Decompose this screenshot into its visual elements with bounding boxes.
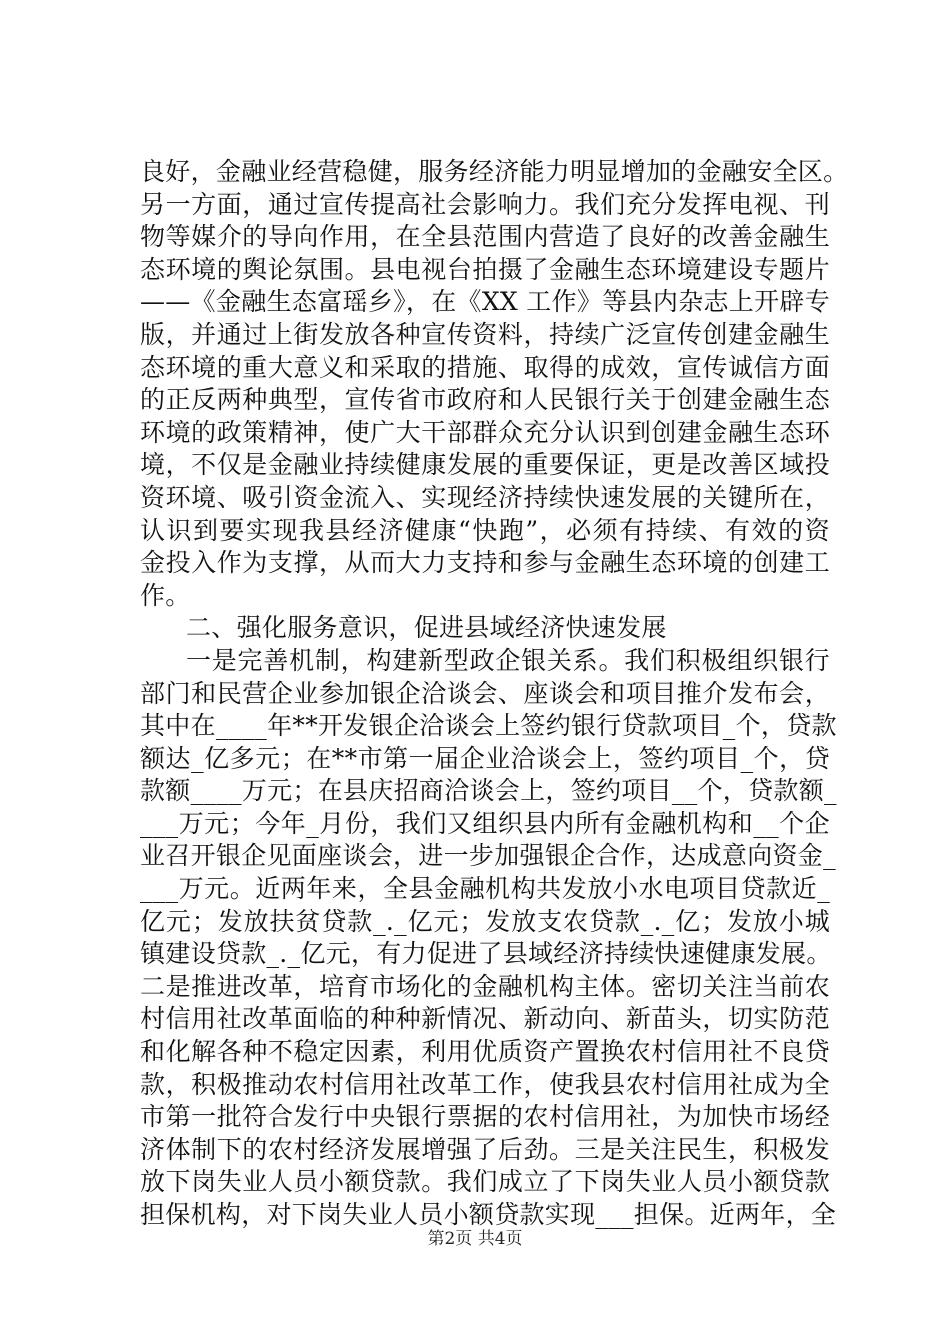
document-body xyxy=(140,156,849,1232)
text-line: 济体制下的农村经济发展增强了后劲。三是关注民生，积极发 xyxy=(140,1134,830,1164)
text-line: 金投入作为支撑，从而大力支持和参与金融生态环境的创建工 xyxy=(140,548,830,578)
text-line: 物等媒介的导向作用，在全县范围内营造了良好的改善金融生 xyxy=(140,222,830,252)
text-line: 良好，金融业经营稳健，服务经济能力明显增加的金融安全区。 xyxy=(140,157,849,186)
section-heading: 二、强化服务意识，促进县域经济快速发展 xyxy=(186,613,667,643)
text-line: 其中在____年**开发银企洽谈会上签约银行贷款项目_个，贷款 xyxy=(140,711,837,741)
text-line: 作。 xyxy=(140,580,191,610)
text-line: 镇建设贷款_._亿元，有力促进了县域经济持续快速健康发展。 xyxy=(140,939,832,969)
text-line: 额达_亿多元；在**市第一届企业洽谈会上，签约项目_个，贷 xyxy=(140,743,830,773)
text-line: 担保机构，对下岗失业人员小额贷款实现___担保。近两年，全 xyxy=(140,1200,837,1229)
text-line: 市第一批符合发行中央银行票据的农村信用社，为加快市场经 xyxy=(140,1102,830,1132)
text-line: 版，并通过上街发放各种宣传资料，持续广泛宣传创建金融生 xyxy=(140,319,830,349)
text-line: 村信用社改革面临的种种新情况、新动向、新苗头，切实防范 xyxy=(140,1004,830,1034)
text-line: 业召开银企见面座谈会，进一步加强银企合作，达成意向资金_ xyxy=(140,841,836,871)
text-line: 资环境、吸引资金流入、实现经济持续快速发展的关键所在， xyxy=(140,482,830,512)
text-line: 认识到要实现我县经济健康“快跑”，必须有持续、有效的资 xyxy=(140,515,830,545)
text-line: 放下岗失业人员小额贷款。我们成立了下岗失业人员小额贷款 xyxy=(140,1167,830,1197)
text-line: 亿元；发放扶贫贷款_._亿元；发放支农贷款_._亿；发放小城 xyxy=(140,906,830,936)
text-line: ___万元；今年_月份，我们又组织县内所有金融机构和__个企 xyxy=(140,808,830,838)
text-line: ——《金融生态富瑶乡》，在《XX 工作》等县内杂志上开辟专 xyxy=(140,287,830,317)
text-line: ___万元。近两年来，全县金融机构共发放小水电项目贷款近_ xyxy=(140,874,830,904)
text-line: 部门和民营企业参加银企洽谈会、座谈会和项目推介发布会， xyxy=(140,678,830,708)
page-footer xyxy=(0,1228,950,1250)
text-line: 的正反两种典型，宣传省市政府和人民银行关于创建金融生态 xyxy=(140,385,830,415)
text-line: 另一方面，通过宣传提高社会影响力。我们充分发挥电视、刊 xyxy=(140,189,830,219)
text-line: 态环境的重大意义和采取的措施、取得的成效，宣传诚信方面 xyxy=(140,352,830,382)
text-line: 一是完善机制，构建新型政企银关系。我们积极组织银行 xyxy=(186,645,830,675)
text-line: 款，积极推动农村信用社改革工作，使我县农村信用社成为全 xyxy=(140,1069,830,1099)
text-line: 境，不仅是金融业持续健康发展的重要保证，更是改善区域投 xyxy=(140,450,830,480)
text-line: 态环境的舆论氛围。县电视台拍摄了金融生态环境建设专题片 xyxy=(140,254,830,284)
text-line: 二是推进改革，培育市场化的金融机构主体。密切关注当前农 xyxy=(140,971,830,1001)
text-line: 和化解各种不稳定因素，利用优质资产置换农村信用社不良贷 xyxy=(140,1037,830,1067)
text-line: 款额____万元；在县庆招商洽谈会上，签约项目__个，贷款额_ xyxy=(140,776,837,806)
page-number: 第2页 共4页 xyxy=(427,1229,523,1249)
text-line: 环境的政策精神，使广大干部群众充分认识到创建金融生态环 xyxy=(140,417,830,447)
